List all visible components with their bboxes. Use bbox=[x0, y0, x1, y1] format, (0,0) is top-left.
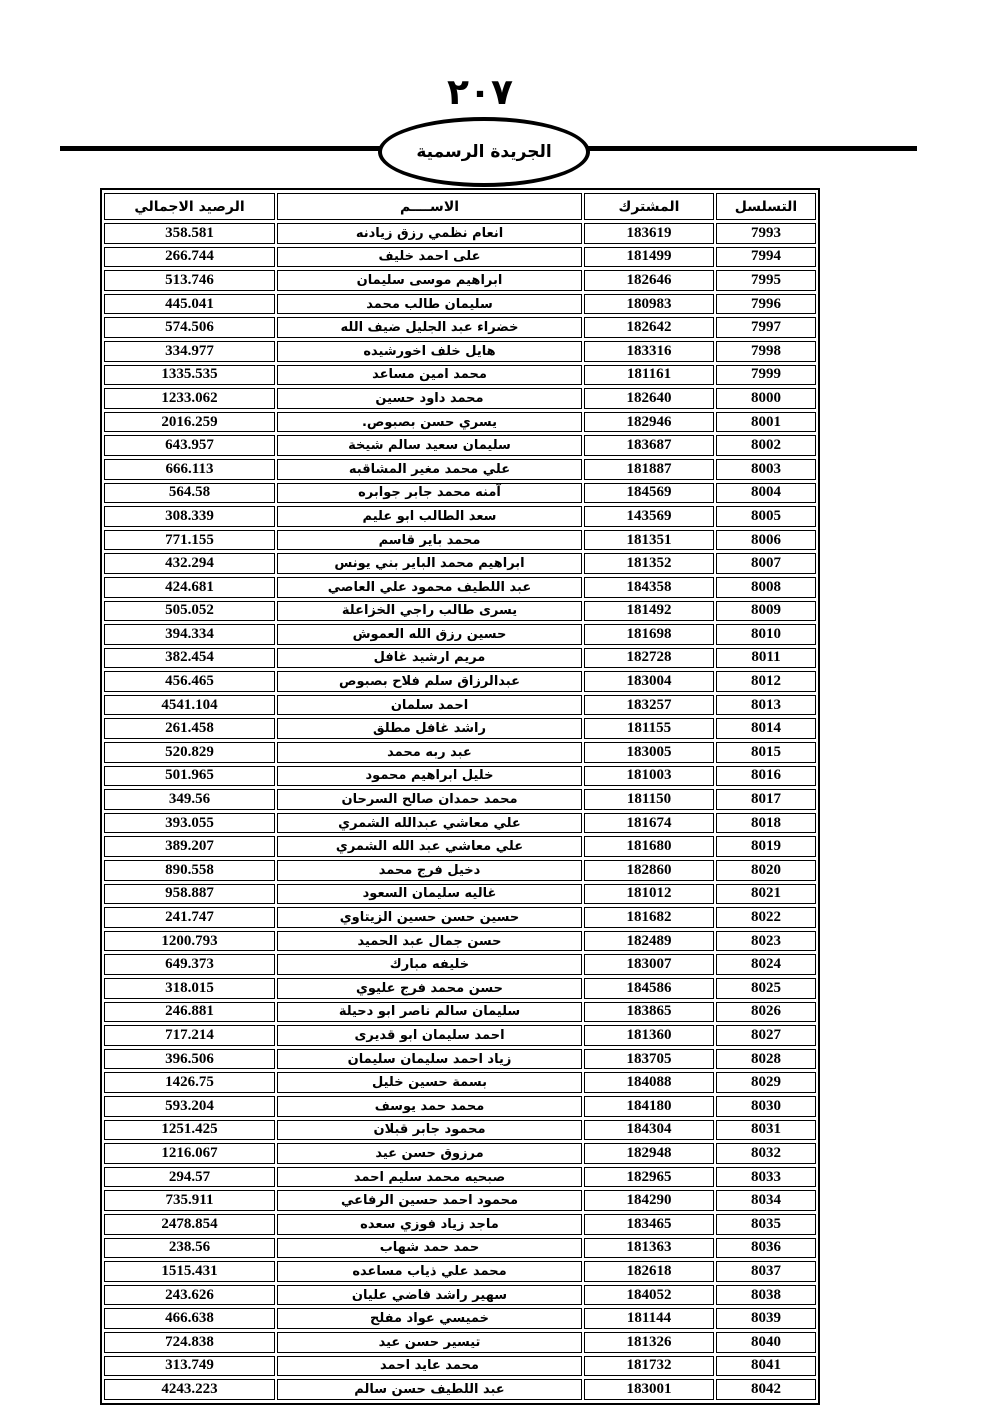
balance-cell: 564.58 bbox=[104, 483, 275, 504]
subscriber-cell: 181682 bbox=[584, 907, 714, 928]
balance-cell: 318.015 bbox=[104, 978, 275, 999]
table-row bbox=[104, 695, 816, 716]
balance-cell: 266.744 bbox=[104, 247, 275, 268]
serial-cell: 8035 bbox=[716, 1214, 816, 1235]
serial-cell: 8021 bbox=[716, 884, 816, 905]
table-row bbox=[104, 648, 816, 669]
subscriber-cell: 181326 bbox=[584, 1332, 714, 1353]
name-cell: راشد غافل مطلق bbox=[277, 718, 582, 739]
table-row bbox=[104, 766, 816, 787]
balance-cell: 1515.431 bbox=[104, 1261, 275, 1282]
table-row bbox=[104, 813, 816, 834]
balance-cell: 261.458 bbox=[104, 718, 275, 739]
balance-cell: 1216.067 bbox=[104, 1143, 275, 1164]
subscriber-cell: 181887 bbox=[584, 459, 714, 480]
name-cell: انعام نظمي رزق زيادنه bbox=[277, 223, 582, 244]
balance-cell: 643.957 bbox=[104, 435, 275, 456]
gazette-banner-label: الجريدة الرسمية bbox=[416, 142, 552, 162]
serial-cell: 8006 bbox=[716, 530, 816, 551]
table-row bbox=[104, 1356, 816, 1377]
serial-cell: 8033 bbox=[716, 1167, 816, 1188]
balance-cell: 649.373 bbox=[104, 954, 275, 975]
balance-cell: 666.113 bbox=[104, 459, 275, 480]
table-row bbox=[104, 671, 816, 692]
balance-cell: 424.681 bbox=[104, 577, 275, 598]
subscriber-cell: 183705 bbox=[584, 1049, 714, 1070]
table-row bbox=[104, 1072, 816, 1093]
subscriber-cell: 184088 bbox=[584, 1072, 714, 1093]
table-row bbox=[104, 365, 816, 386]
balance-cell: 358.581 bbox=[104, 223, 275, 244]
name-cell: سليمان سعيد سالم شيخة bbox=[277, 435, 582, 456]
balance-cell: 2016.259 bbox=[104, 412, 275, 433]
table-row bbox=[104, 577, 816, 598]
serial-cell: 8022 bbox=[716, 907, 816, 928]
subscriber-cell: 184180 bbox=[584, 1096, 714, 1117]
balance-cell: 724.838 bbox=[104, 1332, 275, 1353]
balance-cell: 513.746 bbox=[104, 270, 275, 291]
subscriber-cell: 183619 bbox=[584, 223, 714, 244]
balance-cell: 593.204 bbox=[104, 1096, 275, 1117]
serial-cell: 8017 bbox=[716, 789, 816, 810]
name-cell: خليل ابراهيم محمود bbox=[277, 766, 582, 787]
table-row bbox=[104, 931, 816, 952]
table-row bbox=[104, 530, 816, 551]
subscriber-cell: 184358 bbox=[584, 577, 714, 598]
subscriber-cell: 182646 bbox=[584, 270, 714, 291]
subscriber-cell: 184304 bbox=[584, 1120, 714, 1141]
table-row bbox=[104, 742, 816, 763]
serial-cell: 8011 bbox=[716, 648, 816, 669]
serial-cell: 8040 bbox=[716, 1332, 816, 1353]
table-row bbox=[104, 1120, 816, 1141]
name-cell: عبد ربه محمد bbox=[277, 742, 582, 763]
table-row bbox=[104, 1002, 816, 1023]
balance-cell: 389.207 bbox=[104, 836, 275, 857]
name-cell: محمد داود حسين bbox=[277, 388, 582, 409]
name-cell: ابراهيم محمد الباير بني يونس bbox=[277, 553, 582, 574]
subscriber-cell: 181499 bbox=[584, 247, 714, 268]
col-header-balance: الرصيد الاجمالي bbox=[104, 193, 275, 220]
balance-cell: 520.829 bbox=[104, 742, 275, 763]
serial-cell: 7996 bbox=[716, 294, 816, 315]
name-cell: سهير راشد فاضي عليان bbox=[277, 1285, 582, 1306]
name-cell: آمنه محمد جابر جوابره bbox=[277, 483, 582, 504]
serial-cell: 7999 bbox=[716, 365, 816, 386]
balance-cell: 574.506 bbox=[104, 317, 275, 338]
subscriber-cell: 181003 bbox=[584, 766, 714, 787]
serial-cell: 8001 bbox=[716, 412, 816, 433]
subscriber-cell: 183005 bbox=[584, 742, 714, 763]
subscriber-cell: 181680 bbox=[584, 836, 714, 857]
table-row bbox=[104, 884, 816, 905]
table-row bbox=[104, 1214, 816, 1235]
balance-cell: 393.055 bbox=[104, 813, 275, 834]
balance-cell: 735.911 bbox=[104, 1190, 275, 1211]
serial-cell: 7997 bbox=[716, 317, 816, 338]
subscriber-cell: 183687 bbox=[584, 435, 714, 456]
table-row bbox=[104, 1190, 816, 1211]
table-row bbox=[104, 506, 816, 527]
subscriber-cell: 183257 bbox=[584, 695, 714, 716]
balance-cell: 432.294 bbox=[104, 553, 275, 574]
balance-cell: 717.214 bbox=[104, 1025, 275, 1046]
balance-cell: 313.749 bbox=[104, 1356, 275, 1377]
balance-cell: 294.57 bbox=[104, 1167, 275, 1188]
table-row bbox=[104, 836, 816, 857]
serial-cell: 8002 bbox=[716, 435, 816, 456]
subscriber-cell: 183001 bbox=[584, 1379, 714, 1400]
table-body bbox=[104, 223, 816, 1400]
registry-table bbox=[100, 188, 820, 1405]
balance-cell: 2478.854 bbox=[104, 1214, 275, 1235]
table-row bbox=[104, 553, 816, 574]
name-cell: سليمان سالم ناصر ابو دحيلة bbox=[277, 1002, 582, 1023]
table-row bbox=[104, 435, 816, 456]
name-cell: محمد حمد يوسف bbox=[277, 1096, 582, 1117]
name-cell: محمد باير قاسم bbox=[277, 530, 582, 551]
serial-cell: 8008 bbox=[716, 577, 816, 598]
name-cell: يسرى طالب راجي الخزاعلة bbox=[277, 601, 582, 622]
serial-cell: 8009 bbox=[716, 601, 816, 622]
subscriber-cell: 182860 bbox=[584, 860, 714, 881]
balance-cell: 334.977 bbox=[104, 341, 275, 362]
serial-cell: 8034 bbox=[716, 1190, 816, 1211]
subscriber-cell: 183316 bbox=[584, 341, 714, 362]
serial-cell: 8029 bbox=[716, 1072, 816, 1093]
subscriber-cell: 181161 bbox=[584, 365, 714, 386]
name-cell: مريم ارشيد غافل bbox=[277, 648, 582, 669]
table-row bbox=[104, 247, 816, 268]
table-row bbox=[104, 270, 816, 291]
table-row bbox=[104, 954, 816, 975]
name-cell: صبحيه محمد سليم احمد bbox=[277, 1167, 582, 1188]
balance-cell: 394.334 bbox=[104, 624, 275, 645]
table-row bbox=[104, 624, 816, 645]
table-row bbox=[104, 1332, 816, 1353]
subscriber-cell: 182618 bbox=[584, 1261, 714, 1282]
subscriber-cell: 183004 bbox=[584, 671, 714, 692]
name-cell: سليمان طالب محمد bbox=[277, 294, 582, 315]
subscriber-cell: 183465 bbox=[584, 1214, 714, 1235]
name-cell: على احمد خليف bbox=[277, 247, 582, 268]
subscriber-cell: 181155 bbox=[584, 718, 714, 739]
name-cell: دخيل فرج محمد bbox=[277, 860, 582, 881]
name-cell: عبدالرزاق سلم فلاح بصبوص bbox=[277, 671, 582, 692]
subscriber-cell: 181360 bbox=[584, 1025, 714, 1046]
name-cell: عبد اللطيف حسن سالم bbox=[277, 1379, 582, 1400]
table-row bbox=[104, 412, 816, 433]
subscriber-cell: 181363 bbox=[584, 1238, 714, 1259]
table-row bbox=[104, 1285, 816, 1306]
table-row bbox=[104, 459, 816, 480]
table-row bbox=[104, 978, 816, 999]
name-cell: يسري حسن بصبوص. bbox=[277, 412, 582, 433]
table-header bbox=[104, 193, 816, 220]
table-row bbox=[104, 907, 816, 928]
serial-cell: 8013 bbox=[716, 695, 816, 716]
serial-cell: 7994 bbox=[716, 247, 816, 268]
subscriber-cell: 182948 bbox=[584, 1143, 714, 1164]
name-cell: تيسير حسن عيد bbox=[277, 1332, 582, 1353]
name-cell: احمد سلمان bbox=[277, 695, 582, 716]
balance-cell: 308.339 bbox=[104, 506, 275, 527]
subscriber-cell: 181492 bbox=[584, 601, 714, 622]
name-cell: حسن جمال عبد الحميد bbox=[277, 931, 582, 952]
balance-cell: 445.041 bbox=[104, 294, 275, 315]
subscriber-cell: 181012 bbox=[584, 884, 714, 905]
subscriber-cell: 182728 bbox=[584, 648, 714, 669]
name-cell: حسين رزق الله العموش bbox=[277, 624, 582, 645]
serial-cell: 8000 bbox=[716, 388, 816, 409]
col-header-name: الاســــم bbox=[277, 193, 582, 220]
name-cell: غاليه سليمان السعود bbox=[277, 884, 582, 905]
table-row bbox=[104, 223, 816, 244]
serial-cell: 8005 bbox=[716, 506, 816, 527]
gazette-banner-oval bbox=[378, 117, 590, 187]
subscriber-cell: 182642 bbox=[584, 317, 714, 338]
name-cell: ابراهيم موسى سليمان bbox=[277, 270, 582, 291]
balance-cell: 958.887 bbox=[104, 884, 275, 905]
balance-cell: 505.052 bbox=[104, 601, 275, 622]
table-row bbox=[104, 1308, 816, 1329]
table-row bbox=[104, 1096, 816, 1117]
table-row bbox=[104, 601, 816, 622]
balance-cell: 1426.75 bbox=[104, 1072, 275, 1093]
balance-cell: 4243.223 bbox=[104, 1379, 275, 1400]
serial-cell: 8025 bbox=[716, 978, 816, 999]
balance-cell: 246.881 bbox=[104, 1002, 275, 1023]
subscriber-cell: 180983 bbox=[584, 294, 714, 315]
name-cell: محمد امين مساعد bbox=[277, 365, 582, 386]
name-cell: بسمة حسين خليل bbox=[277, 1072, 582, 1093]
name-cell: علي معاشي عبد الله الشمري bbox=[277, 836, 582, 857]
subscriber-cell: 182640 bbox=[584, 388, 714, 409]
serial-cell: 8015 bbox=[716, 742, 816, 763]
subscriber-cell: 181351 bbox=[584, 530, 714, 551]
name-cell: محمود احمد حسين الرفاعي bbox=[277, 1190, 582, 1211]
serial-cell: 8037 bbox=[716, 1261, 816, 1282]
table-row bbox=[104, 1238, 816, 1259]
balance-cell: 243.626 bbox=[104, 1285, 275, 1306]
subscriber-cell: 181674 bbox=[584, 813, 714, 834]
name-cell: محمود جابر قبلان bbox=[277, 1120, 582, 1141]
table-row bbox=[104, 483, 816, 504]
subscriber-cell: 182946 bbox=[584, 412, 714, 433]
subscriber-cell: 184052 bbox=[584, 1285, 714, 1306]
serial-cell: 8031 bbox=[716, 1120, 816, 1141]
balance-cell: 1200.793 bbox=[104, 931, 275, 952]
serial-cell: 8018 bbox=[716, 813, 816, 834]
name-cell: خضراء عبد الجليل ضيف الله bbox=[277, 317, 582, 338]
name-cell: زياد احمد سليمان سليمان bbox=[277, 1049, 582, 1070]
balance-cell: 238.56 bbox=[104, 1238, 275, 1259]
balance-cell: 349.56 bbox=[104, 789, 275, 810]
table-row bbox=[104, 317, 816, 338]
subscriber-cell: 182489 bbox=[584, 931, 714, 952]
table-row bbox=[104, 1025, 816, 1046]
serial-cell: 8003 bbox=[716, 459, 816, 480]
serial-cell: 8019 bbox=[716, 836, 816, 857]
balance-cell: 382.454 bbox=[104, 648, 275, 669]
name-cell: محمد عايد احمد bbox=[277, 1356, 582, 1377]
table-row bbox=[104, 294, 816, 315]
balance-cell: 241.747 bbox=[104, 907, 275, 928]
subscriber-cell: 183007 bbox=[584, 954, 714, 975]
serial-cell: 8004 bbox=[716, 483, 816, 504]
name-cell: خليفه مبارك bbox=[277, 954, 582, 975]
table-row bbox=[104, 718, 816, 739]
balance-cell: 456.465 bbox=[104, 671, 275, 692]
serial-cell: 8038 bbox=[716, 1285, 816, 1306]
subscriber-cell: 184569 bbox=[584, 483, 714, 504]
serial-cell: 8028 bbox=[716, 1049, 816, 1070]
serial-cell: 8032 bbox=[716, 1143, 816, 1164]
serial-cell: 8041 bbox=[716, 1356, 816, 1377]
name-cell: علي معاشي عبدالله الشمري bbox=[277, 813, 582, 834]
balance-cell: 1233.062 bbox=[104, 388, 275, 409]
col-header-serial: التسلسل bbox=[716, 193, 816, 220]
serial-cell: 8020 bbox=[716, 860, 816, 881]
name-cell: علي محمد مغير المشاقبه bbox=[277, 459, 582, 480]
name-cell: خميسي عواد مفلح bbox=[277, 1308, 582, 1329]
balance-cell: 1335.535 bbox=[104, 365, 275, 386]
balance-cell: 890.558 bbox=[104, 860, 275, 881]
serial-cell: 8016 bbox=[716, 766, 816, 787]
table-row bbox=[104, 1143, 816, 1164]
name-cell: احمد سليمان ابو قديرى bbox=[277, 1025, 582, 1046]
name-cell: عبد اللطيف محمود علي العاصي bbox=[277, 577, 582, 598]
table-row bbox=[104, 1049, 816, 1070]
serial-cell: 8012 bbox=[716, 671, 816, 692]
serial-cell: 8014 bbox=[716, 718, 816, 739]
balance-cell: 466.638 bbox=[104, 1308, 275, 1329]
serial-cell: 8039 bbox=[716, 1308, 816, 1329]
subscriber-cell: 182965 bbox=[584, 1167, 714, 1188]
subscriber-cell: 181150 bbox=[584, 789, 714, 810]
subscriber-cell: 181732 bbox=[584, 1356, 714, 1377]
table-row bbox=[104, 1261, 816, 1282]
serial-cell: 7995 bbox=[716, 270, 816, 291]
name-cell: محمد علي ذياب مساعده bbox=[277, 1261, 582, 1282]
balance-cell: 501.965 bbox=[104, 766, 275, 787]
subscriber-cell: 143569 bbox=[584, 506, 714, 527]
serial-cell: 8042 bbox=[716, 1379, 816, 1400]
serial-cell: 8010 bbox=[716, 624, 816, 645]
serial-cell: 8007 bbox=[716, 553, 816, 574]
serial-cell: 7993 bbox=[716, 223, 816, 244]
subscriber-cell: 184290 bbox=[584, 1190, 714, 1211]
balance-cell: 771.155 bbox=[104, 530, 275, 551]
name-cell: هايل خلف اخورشيده bbox=[277, 341, 582, 362]
table-row bbox=[104, 860, 816, 881]
serial-cell: 8027 bbox=[716, 1025, 816, 1046]
subscriber-cell: 183865 bbox=[584, 1002, 714, 1023]
page-number: ٢٠٧ bbox=[447, 72, 513, 113]
name-cell: سعد الطالب ابو عليم bbox=[277, 506, 582, 527]
serial-cell: 8023 bbox=[716, 931, 816, 952]
name-cell: حسن محمد فرج عليوي bbox=[277, 978, 582, 999]
table-row bbox=[104, 1167, 816, 1188]
col-header-subscriber: المشترك bbox=[584, 193, 714, 220]
serial-cell: 8030 bbox=[716, 1096, 816, 1117]
balance-cell: 4541.104 bbox=[104, 695, 275, 716]
serial-cell: 7998 bbox=[716, 341, 816, 362]
table-row bbox=[104, 789, 816, 810]
subscriber-cell: 181352 bbox=[584, 553, 714, 574]
table-row bbox=[104, 341, 816, 362]
subscriber-cell: 184586 bbox=[584, 978, 714, 999]
name-cell: حسين حسن حسين الزيتاوي bbox=[277, 907, 582, 928]
balance-cell: 396.506 bbox=[104, 1049, 275, 1070]
subscriber-cell: 181698 bbox=[584, 624, 714, 645]
name-cell: محمد حمدان صالح السرحان bbox=[277, 789, 582, 810]
name-cell: مرزوق حسن عيد bbox=[277, 1143, 582, 1164]
header-row bbox=[104, 193, 816, 220]
balance-cell: 1251.425 bbox=[104, 1120, 275, 1141]
serial-cell: 8024 bbox=[716, 954, 816, 975]
serial-cell: 8036 bbox=[716, 1238, 816, 1259]
serial-cell: 8026 bbox=[716, 1002, 816, 1023]
table-row bbox=[104, 1379, 816, 1400]
name-cell: ماجد زياد فوزي سعده bbox=[277, 1214, 582, 1235]
subscriber-cell: 181144 bbox=[584, 1308, 714, 1329]
table-row bbox=[104, 388, 816, 409]
name-cell: حمد حمد شهاب bbox=[277, 1238, 582, 1259]
